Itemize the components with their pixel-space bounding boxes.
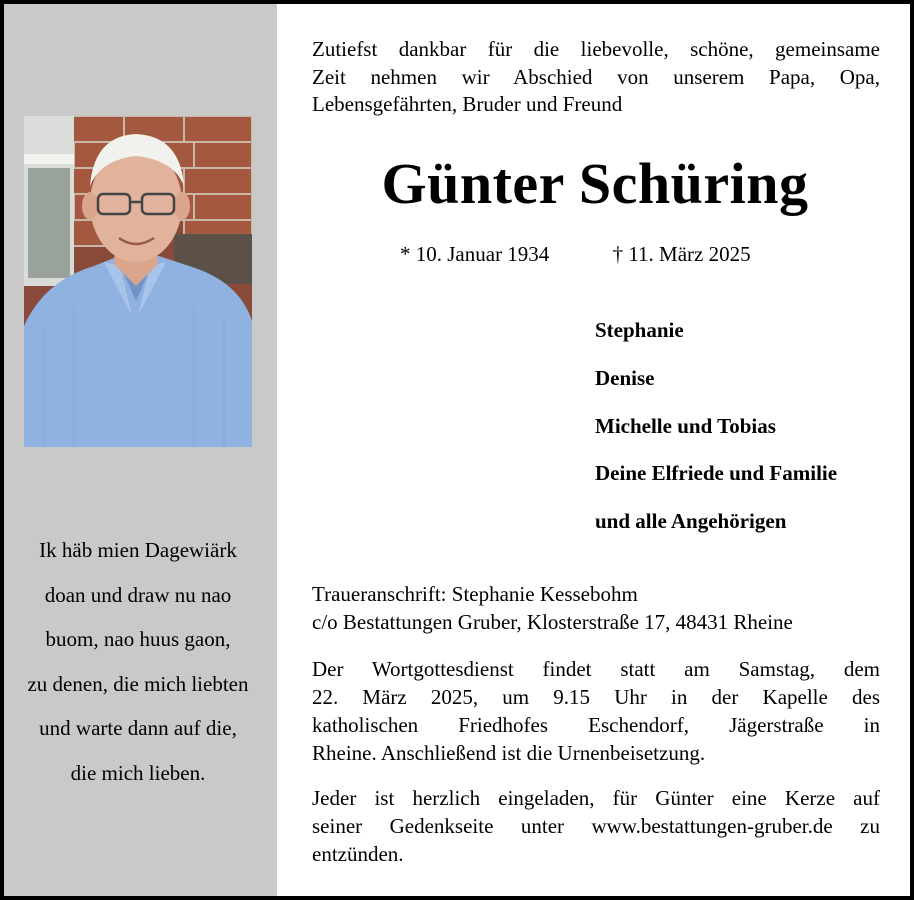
invite-line: Jeder ist herzlich eingeladen, für Günter eine Kerze auf (312, 786, 880, 810)
invite-line: seiner Gedenkseite unter www.bestattungen-gruber.de zu (312, 814, 880, 838)
life-dates (400, 242, 751, 267)
service-line: 22. März 2025, um 9.15 Uhr in der Kapelle des (312, 685, 880, 709)
deceased-name: Günter Schüring (381, 151, 809, 216)
poem-line: Ik häb mien Dagewiärk (39, 538, 237, 562)
mourner-name: Deine Elfriede und Familie (595, 461, 838, 486)
portrait-photo (24, 116, 252, 447)
poem (4, 528, 272, 795)
intro-line: Lebensgefährten, Bruder und Freund (312, 92, 623, 116)
invite-line: entzünden. (312, 842, 404, 866)
poem-line: und warte dann auf die, (39, 716, 237, 740)
mourner-name: Stephanie (595, 318, 684, 342)
address-line: Traueranschrift: Stephanie Kessebohm (312, 582, 638, 606)
birth-date: * 10. Januar 1934 (400, 242, 550, 266)
service-info (312, 655, 880, 767)
death-date: † 11. März 2025 (612, 242, 751, 266)
service-line: Rheine. Anschließend ist die Urnenbeisetzung. (312, 741, 706, 765)
intro-line: Zeit nehmen wir Abschied von unserem Papa, Opa, (312, 64, 880, 89)
poem-line: doan und draw nu nao (44, 582, 232, 607)
intro-text (312, 36, 880, 119)
intro-line: Zutiefst dankbar für die liebevolle, schöne, gemeinsame (312, 37, 880, 61)
mourning-address (312, 580, 793, 636)
address-line: c/o Bestattungen Gruber, Klosterstraße 17, 48431 Rheine (312, 610, 793, 634)
poem-line: buom, nao huus gaon, (45, 627, 231, 651)
service-line: katholischen Friedhofes Eschendorf, Jägerstraße in (312, 713, 880, 737)
poem-line: die mich lieben. (70, 760, 206, 785)
service-line: Der Wortgottesdienst findet statt am Samstag, dem (312, 657, 880, 681)
mourner-name: Michelle und Tobias (595, 413, 776, 438)
mourners-list (595, 315, 837, 554)
poem-line: zu denen, die mich liebten (27, 671, 249, 696)
mourner-name: Denise (595, 365, 655, 390)
mourner-name: und alle Angehörigen (595, 509, 787, 534)
invitation-text (312, 784, 880, 868)
